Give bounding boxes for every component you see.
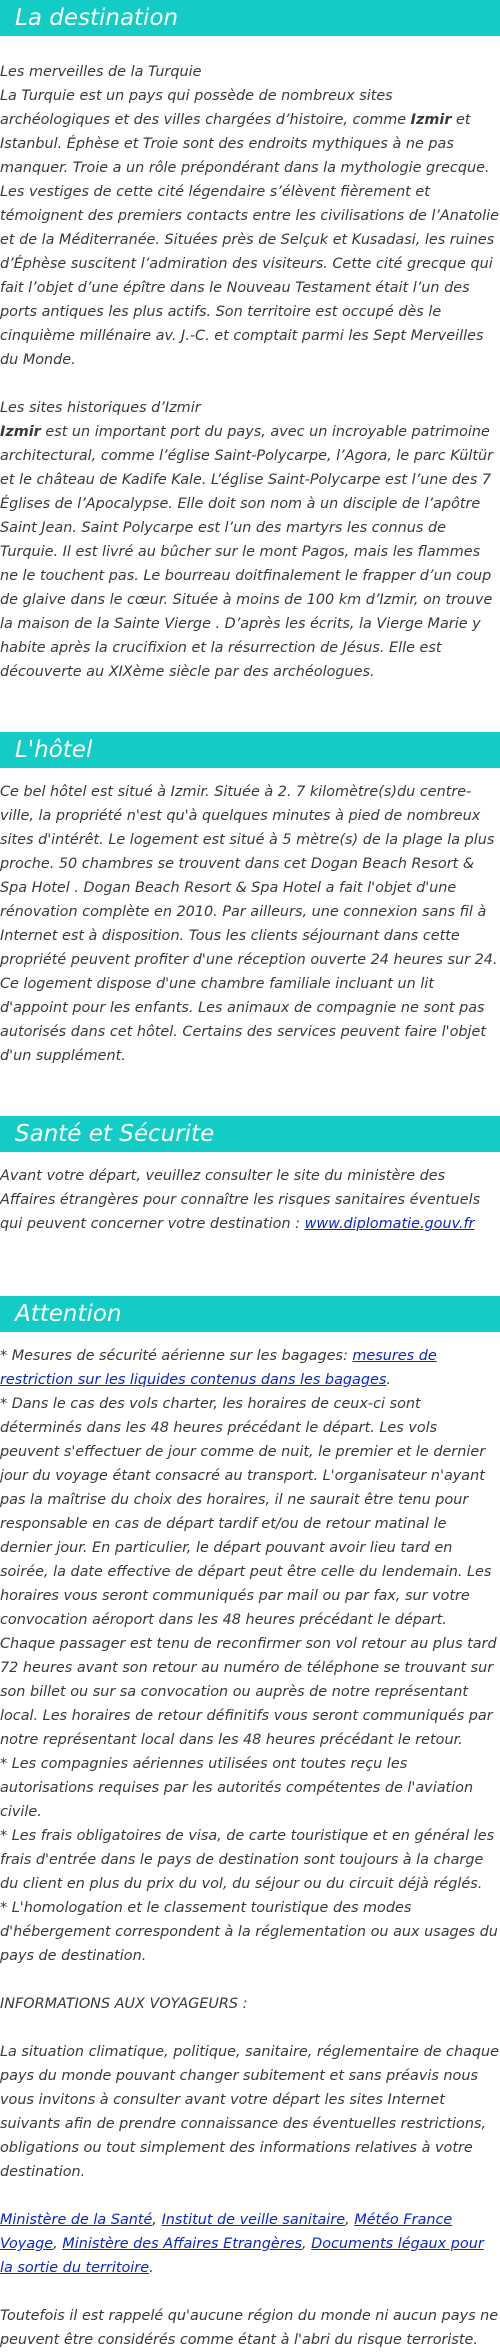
diplomatie-link[interactable]: www.diplomatie.gouv.fr bbox=[304, 1216, 475, 1232]
izmir-bold: Izmir bbox=[0, 424, 41, 440]
wonders-title: Les merveilles de la Turquie bbox=[0, 64, 202, 80]
attention-list bbox=[0, 1344, 500, 1968]
izmir-text: Izmir est un important port du pays, avec un incroyable patrimoine architectural, comme l’église Saint-Polycarpe, l’Agora, le parc Kültür et le château de Kadife Kale. L’église Saint-Polycarpe est l’une des 7 Églises de l’Apocalypse. Elle doit son nom à un disciple de l’apôtre Saint Jean. Saint Polycarpe est l’un des martyrs les connus de Turquie. Il est livré au bûcher sur le mont Pagos, mais les flammes ne le touchent pas. Le bourreau doitfinalement le frapper d’un coup de glaive dans le cœur. Située à moins de 100 km d’Izmir, on trouve la maison de la Sainte Vierge . D’après les écrits, la Vierge Marie y habite après la crucifixion et la résurrection de Jésus. Elle est découverte au XIXème siècle par des archéologues. bbox=[0, 424, 494, 680]
wonders-bold-izmir: Izmir bbox=[410, 112, 452, 128]
attention-item-charter: * Dans le cas des vols charter, les horaires de ceux-ci sont déterminés dans les 48 heures précédant le départ. Les vols peuvent s'effectuer de jour comme de nuit, le premier et le dernier jour du voyage étant consacré au transport. L'organisateur n'ayant pas la maîtrise du choix des horaires, il ne saurait être tenu pour responsable en cas de départ tardif et/ou de retour matinal le dernier jour. En particulier, le départ pouvant avoir lieu tard en soirée, la date effective de départ peut être celle du lendemain. Les horaires vous seront communiqués par mail ou par fax, sur votre convocation aéroport dans les 48 heures précédant le départ. Chaque passager est tenu de reconfirmer son vol retour au plus tard 72 heures avant son retour au numéro de téléphone se trouvant sur son billet ou sur sa convocation ou auprès de notre représentant local. Les horaires de retour définitifs vous seront communiqués par notre représentant local dans les 48 heures précédant le retour. bbox=[0, 1396, 497, 1748]
izmir-title: Les sites historiques d’Izmir bbox=[0, 400, 201, 416]
info-text: La situation climatique, politique, sanitaire, réglementaire de chaque pays du monde pouvant changer subitement et sans préavis nous vous invitons à consulter avant votre départ les sites Internet suivants afin de prendre connaissance des éventuelles restrictions, obligations ou tout simplement des informations relatives à votre destination. bbox=[0, 2044, 499, 2180]
documents-legaux-link[interactable]: Documents légaux pour la sortie du territoire bbox=[0, 2236, 484, 2276]
attention-item-baggage: * Mesures de sécurité aérienne sur les bagages: mesures de restriction sur les liquides contenus dans les bagages. bbox=[0, 1348, 437, 1388]
wonders-text: La Turquie est un pays qui possède de nombreux sites archéologiques et des villes chargées d’histoire, comme Izmir et Istanbul. Éphèse et Troie sont des endroits mythiques à ne pas manquer. Troie a un rôle prépondérant dans la mythologie grecque. Les vestiges de cette cité légendaire s’élèvent fièrement et témoignent des premiers contacts entre les civilisations de l’Anatolie et de la Méditerranée. Situées près de Selçuk et Kusadasi, les ruines d’Éphèse suscitent l’admiration des visiteurs. Cette cité grecque qui fait l’objet d’une épître dans le Nouveau Testament était l’un des ports antiques les plus actifs. Son territoire est occupé dès le cinquième millénaire av. J.-C. et comptait parmi les Sept Merveilles du Monde. bbox=[0, 88, 499, 368]
veille-link[interactable]: Institut de veille sanitaire bbox=[161, 2212, 346, 2228]
info-links: Ministère de la Santé, Institut de veille sanitaire, Météo France Voyage, Ministère des Affaires Etrangères, Documents légaux pour la sortie du territoire. bbox=[0, 2212, 484, 2276]
attention-header: Attention bbox=[0, 1296, 500, 1332]
wonders-section bbox=[0, 60, 500, 372]
hotel-text: Ce bel hôtel est situé à Izmir. Située à 2. 7 kilomètre(s)du centre-ville, la propriété n'est qu'à quelques minutes à pied de nombreux sites d'intérêt. Le logement est situé à 5 mètre(s) de la plage la plus proche. 50 chambres se trouvent dans cet Dogan Beach Resort & Spa Hotel . Dogan Beach Resort & Spa Hotel a fait l'objet d'une rénovation complète en 2010. Par ailleurs, une connexion sans fil à Internet est à disposition. Tous les clients séjournant dans cette propriété peuvent profiter d'une réception ouverte 24 heures sur 24. Ce logement dispose d'une chambre familiale incluant un lit d'appoint pour les enfants. Les animaux de compagnie ne sont pas autorisés dans cet hôtel. Certains des services peuvent faire l'objet d'un supplément. bbox=[0, 784, 498, 1064]
attention-item-accommodation: * L'homologation et le classement touristique des modes d'hébergement correspondent à la réglementation ou aux usages du pays de destination. bbox=[0, 1900, 498, 1964]
destination-header: La destination bbox=[0, 0, 500, 36]
izmir-section bbox=[0, 396, 500, 684]
attention-item-airlines: * Les compagnies aériennes utilisées ont toutes reçu les autorisations requises par les autorités compétentes de l'aviation civile. bbox=[0, 1756, 474, 1820]
sante-link[interactable]: Ministère de la Santé bbox=[0, 2212, 153, 2228]
health-header: Santé et Sécurite bbox=[0, 1116, 500, 1152]
liquids-restriction-link[interactable]: mesures de restriction sur les liquides contenus dans les bagages bbox=[0, 1348, 437, 1388]
terror-notice: Toutefois il est rappelé qu'aucune région du monde ni aucun pays ne peuvent être considérés comme étant à l'abri du risque terroriste. bbox=[0, 2308, 499, 2348]
info-title: INFORMATIONS AUX VOYAGEURS : bbox=[0, 1996, 248, 2012]
health-text: Avant votre départ, veuillez consulter le site du ministère des Affaires étrangères pour connaître les risques sanitaires éventuels qui peuvent concerner votre destination : www.diplomatie.gouv.fr bbox=[0, 1168, 481, 1232]
meteo-link[interactable]: Météo France Voyage bbox=[0, 2212, 453, 2252]
hotel-header: L'hôtel bbox=[0, 732, 500, 768]
attention-item-visa: * Les frais obligatoires de visa, de carte touristique et en général les frais d'entrée dans le pays de destination sont toujours à la charge du client en plus du prix du vol, du séjour ou du circuit déjà réglés. bbox=[0, 1828, 495, 1892]
affaires-etrangeres-link[interactable]: Ministère des Affaires Etrangères bbox=[62, 2236, 302, 2252]
